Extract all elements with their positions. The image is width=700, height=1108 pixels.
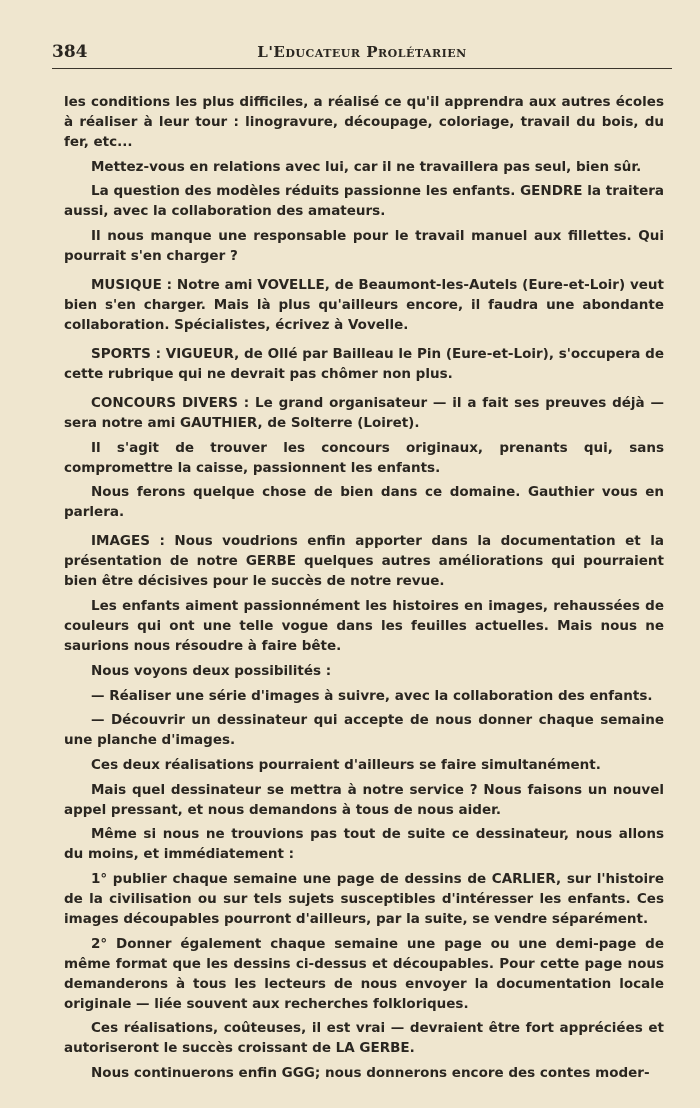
paragraph: La question des modèles réduits passionne les enfants. GENDRE la traitera aussi, avec la collaboration des amateurs. xyxy=(64,183,664,220)
page-number: 384 xyxy=(52,42,88,62)
paragraph: Nous ferons quelque chose de bien dans ce domaine. Gauthier vous en parlera. xyxy=(64,484,664,521)
running-header xyxy=(52,40,672,69)
paragraph-images: IMAGES : Nous voudrions enfin apporter dans la documentation et la présentation de notre GERBE quelques autres améliorations qui pourraient bien être décisives pour le succès de notre revue. xyxy=(64,533,664,590)
list-item: — Réaliser une série d'images à suivre, avec la collaboration des enfants. xyxy=(91,687,653,704)
paragraph: Il s'agit de trouver les concours originaux, prenants qui, sans compromettre la caisse, passionnent les enfants. xyxy=(64,439,664,476)
paragraph: Mais quel dessinateur se mettra à notre service ? Nous faisons un nouvel appel pressant, et nous demandons à tous de nous aider. xyxy=(64,781,664,818)
paragraph-sports: SPORTS : VIGUEUR, de Ollé par Bailleau le Pin (Eure-et-Loir), s'occupera de cette rubrique qui ne devrait pas chômer non plus. xyxy=(64,346,664,383)
paragraph: Il nous manque une responsable pour le travail manuel aux fillettes. Qui pourrait s'en charger ? xyxy=(64,228,664,265)
article-body xyxy=(64,92,664,1088)
paragraph: Ces deux réalisations pourraient d'ailleurs se faire simultanément. xyxy=(91,756,601,773)
paragraph: Nous voyons deux possibilités : xyxy=(91,662,332,679)
list-item: — Découvrir un dessinateur qui accepte de nous donner chaque semaine une planche d'images. xyxy=(64,712,664,749)
paragraph-concours: CONCOURS DIVERS : Le grand organisateur — il a fait ses preuves déjà — sera notre ami GAUTHIER, de Solterre (Loiret). xyxy=(64,395,664,432)
paragraph: Mettez-vous en relations avec lui, car il ne travaillera pas seul, bien sûr. xyxy=(91,158,642,175)
paragraph: les conditions les plus difficiles, a réalisé ce qu'il apprendra aux autres écoles à réaliser à leur tour : linogravure, découpage, coloriage, travail du bois, du fer, etc... xyxy=(64,94,664,150)
paragraph: Même si nous ne trouvions pas tout de suite ce dessinateur, nous allons du moins, et immédiatement : xyxy=(64,826,664,863)
paragraph: Ces réalisations, coûteuses, il est vrai — devraient être fort appréciées et autoriseront le succès croissant de LA GERBE. xyxy=(64,1020,664,1057)
paragraph: Les enfants aiment passionnément les histoires en images, rehaussées de couleurs qui ont une telle vogue dans les feuilles actuelles. Mais nous ne saurions nous résoudre à faire bête. xyxy=(64,598,664,655)
numbered-item: 2° Donner également chaque semaine une page ou une demi-page de même format que les dessins ci-dessus et découpables. Pour cette page nous demanderons à tous les lecteurs de nous envoyer la documentation locale originale — liée souvent aux recherches folkloriques. xyxy=(64,935,664,1012)
paragraph-musique: MUSIQUE : Notre ami VOVELLE, de Beaumont-les-Autels (Eure-et-Loir) veut bien s'en charger. Mais là plus qu'ailleurs encore, il faudra une abondante collaboration. Spécialistes, écrivez à Vovelle. xyxy=(64,277,664,334)
running-title: L'Educateur Prolétarien xyxy=(257,43,467,61)
paragraph: Nous continuerons enfin GGG; nous donnerons encore des contes moder- xyxy=(91,1065,650,1081)
numbered-item: 1° publier chaque semaine une page de dessins de CARLIER, sur l'histoire de la civilisation ou sur tels sujets susceptibles d'intéresser les enfants. Ces images découpables pourront d'ailleurs, par la suite, se vendre séparément. xyxy=(64,870,664,927)
